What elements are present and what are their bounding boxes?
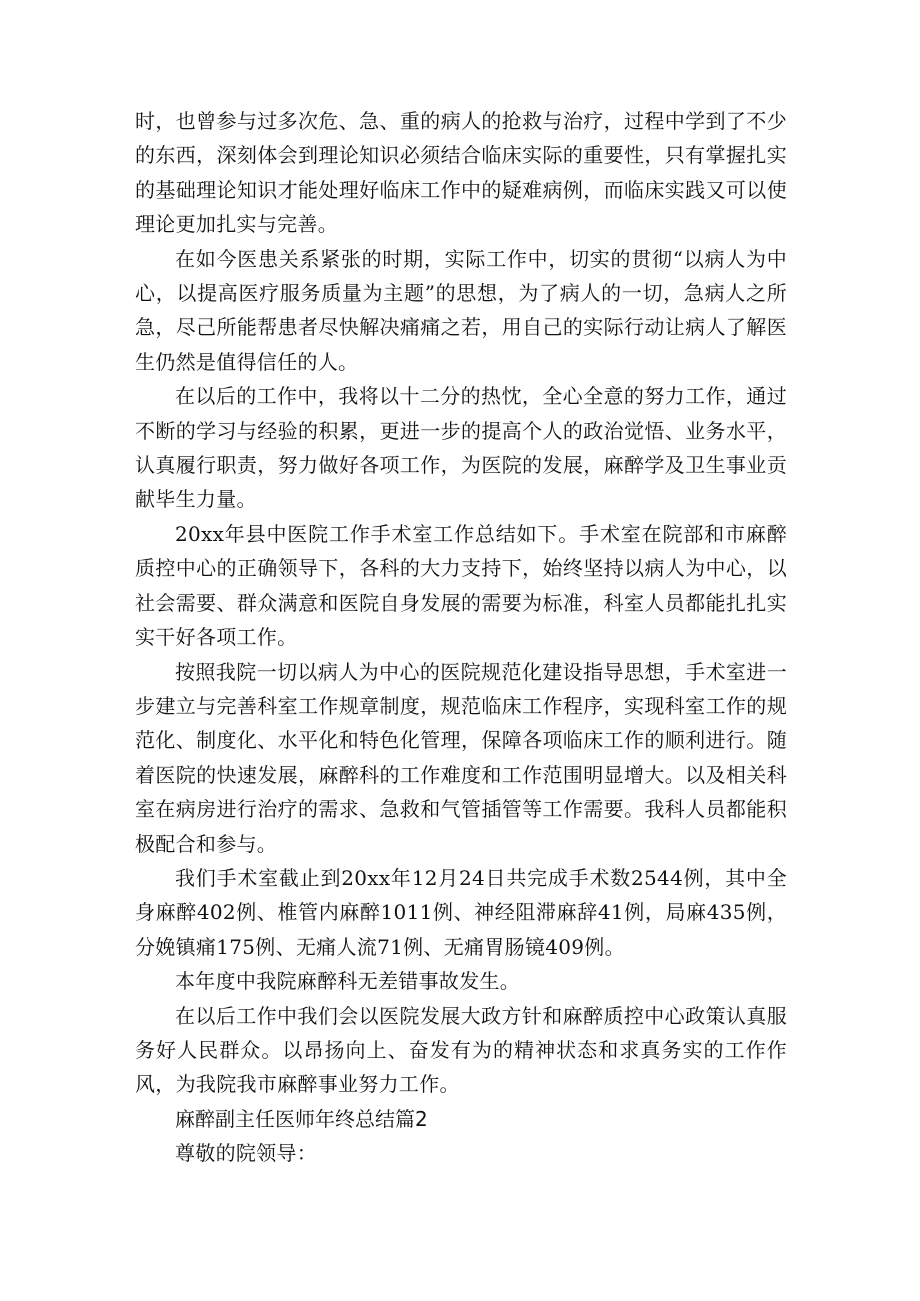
paragraph-surgery-room-summary: 20xx年县中医院工作手术室工作总结如下。手术室在院部和市麻醉质控中心的正确领导下，各科的大力支持下，始终坚持以病人为中心，以社会需要、群众满意和医院自身发展的需要为标准，科室人员都能扎扎实实干好各项工作。 — [135, 521, 787, 650]
paragraph-closing: 在以后工作中我们会以医院发展大政方针和麻醉质控中心政策认真服务好人民群众。以昂扬向上、奋发有为的精神状态和求真务实的工作作风，为我院我市麻醉事业努力工作。 — [135, 1003, 787, 1097]
paragraph-doctor-patient-relationship: 在如今医患关系紧张的时期，实际工作中，切实的贯彻“以病人为中心，以提高医疗服务质量为主题”的思想，为了病人的一切，急病人之所急，尽己所能帮患者尽快解决痛痛之若，用自己的实际行动让病人了解医生仍然是值得信任的人。 — [135, 246, 787, 374]
salutation: 尊敬的院领导： — [175, 1141, 318, 1166]
paragraph-continuation: 时，也曾参与过多次危、急、重的病人的抢救与治疗，过程中学到了不少的东西，深刻体会到理论知识必须结合临床实际的重要性，只有掌握扎实的基础理论知识才能处理好临床工作中的疑难病例，而临床实践又可以使理论更加扎实与完善。 — [135, 109, 787, 237]
document-body — [135, 104, 787, 1171]
section-title: 麻醉副主任医师年终总结篇2 — [175, 1106, 428, 1131]
paragraph-future-work: 在以后的工作中，我将以十二分的热忱，全心全意的努力工作，通过不断的学习与经验的积累，更进一步的提高个人的政治觉悟、业务水平，认真履行职责，努力做好各项工作，为医院的发展，麻醉学及卫生事业贡献毕生力量。 — [135, 384, 787, 512]
paragraph-no-accidents: 本年度中我院麻醉科无差错事故发生。 — [175, 969, 521, 994]
paragraph-surgery-statistics: 我们手术室截止到20xx年12月24日共完成手术数2544例，其中全身麻醉402例、椎管内麻醉1011例、神经阻滞麻辞41例，局麻435例，分娩镇痛175例、无痛人流71例、无痛胃肠镜409例。 — [135, 865, 787, 959]
paragraph-standardization: 按照我院一切以病人为中心的医院规范化建设指导思想，手术室进一步建立与完善科室工作规章制度，规范临床工作程序，实现科室工作的规范化、制度化、水平化和特色化管理，保障各项临床工作的顺利进行。随着医院的快速发展，麻醉科的工作难度和工作范围明显增大。以及相关科室在病房进行治疗的需求、急救和气管插管等工作需要。我科人员都能积极配合和参与。 — [135, 659, 787, 856]
